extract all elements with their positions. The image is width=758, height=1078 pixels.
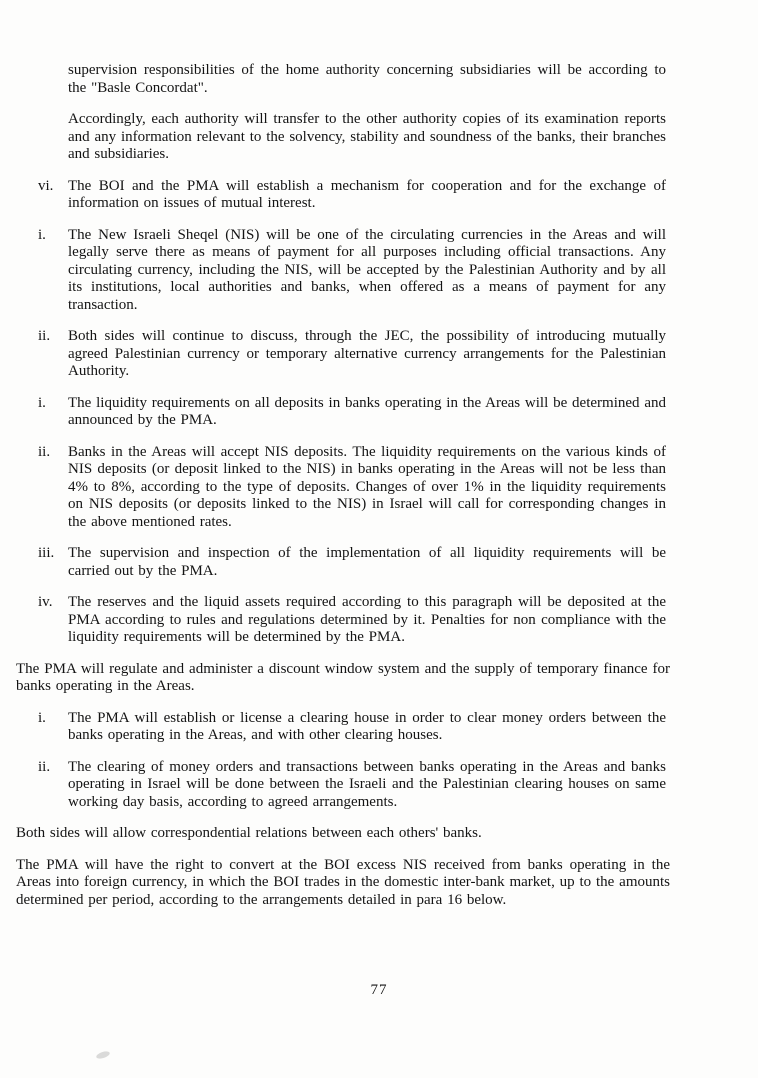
paragraph-text: The BOI and the PMA will establish a mechanism for cooperation and for the exchange of information on issues of mutual interest.: [68, 177, 666, 211]
list-marker: ii.: [38, 758, 51, 775]
list-marker: i.: [38, 394, 46, 411]
paragraph: [16, 825, 670, 843]
list-marker: ii.: [38, 443, 51, 460]
list-marker: i.: [38, 226, 46, 243]
list-item: [38, 328, 666, 381]
list-item: [38, 758, 666, 812]
list-marker: iii.: [38, 545, 55, 561]
paragraph: [68, 111, 666, 164]
list-item: [38, 709, 666, 745]
list-item: [38, 443, 666, 532]
paragraph-text: The PMA will establish or license a clearing house in order to clear money orders between the banks operating in the Areas, and with other clearing houses.: [68, 709, 666, 743]
list-item: [38, 545, 666, 580]
paragraph-text: Banks in the Areas will accept NIS deposits. The liquidity requirements on the various kinds of NIS deposits (or deposit linked to the NIS) in banks operating in the Areas will not be less than 4% to 8%, according to the type of deposits. Changes of over 1% in the liquidity requirements on NIS deposits (or deposits linked to the NIS) in Israel will call for corresponding changes in the above mentioned rates.: [68, 443, 666, 530]
paragraph-text: The supervision and inspection of the implementation of all liquidity requirements will be carried out by the PMA.: [68, 545, 666, 579]
paragraph-text: The New Israeli Sheqel (NIS) will be one of the circulating currencies in the Areas and will legally serve there as means of payment for all purposes including official transactions. Any circulating currency, including the NIS, will be accepted by the Palestinian Authority and by all its institutions, local authorities and banks, when offered as a means of payment for any transaction.: [68, 226, 666, 313]
list-item: [38, 226, 666, 315]
list-marker: vi.: [38, 177, 54, 194]
list-marker: i.: [38, 709, 46, 726]
paragraph: [16, 857, 670, 910]
paragraph-text: The liquidity requirements on all deposits in banks operating in the Areas will be determined and announced by the PMA.: [68, 394, 666, 428]
list-item: [38, 394, 666, 430]
paragraph-text: Accordingly, each authority will transfer to the other authority copies of its examination reports and any information relevant to the solvency, stability and soundness of the banks, their branches and subsidiaries.: [68, 111, 666, 162]
document-body: [16, 62, 670, 923]
list-item: [38, 594, 666, 647]
page-number: 77: [370, 982, 388, 998]
list-marker: ii.: [38, 328, 51, 344]
list-marker: iv.: [38, 594, 53, 610]
paragraph-text: supervision responsibilities of the home authority concerning subsidiaries will be according to the "Basle Concordat".: [68, 62, 666, 96]
paragraph: [16, 661, 670, 696]
paragraph-text: The reserves and the liquid assets required according to this paragraph will be deposited at the PMA according to rules and regulations determined by it. Penalties for non compliance with the liquidity requirements will be determined by the PMA.: [68, 594, 666, 645]
list-item: [38, 177, 666, 213]
paragraph-text: The clearing of money orders and transactions between banks operating in the Areas and banks operating in Israel will be done between the Israeli and the Palestinian clearing houses on same working day basis, according to agreed arrangements.: [68, 758, 666, 810]
paragraph: [68, 62, 666, 97]
scan-artifact: [95, 1050, 110, 1060]
paragraph-text: The PMA will have the right to convert at the BOI excess NIS received from banks operating in the Areas into foreign currency, in which the BOI trades in the domestic inter-bank market, up to the amounts determined per period, according to the arrangements detailed in para 16 below.: [16, 856, 670, 908]
paragraph-text: The PMA will regulate and administer a discount window system and the supply of temporary finance for banks operating in the Areas.: [16, 660, 670, 694]
paragraph-text: Both sides will allow correspondential relations between each others' banks.: [16, 825, 482, 841]
paragraph-text: Both sides will continue to discuss, through the JEC, the possibility of introducing mutually agreed Palestinian currency or temporary alternative currency arrangements for the Palestinian Authority.: [68, 328, 666, 379]
